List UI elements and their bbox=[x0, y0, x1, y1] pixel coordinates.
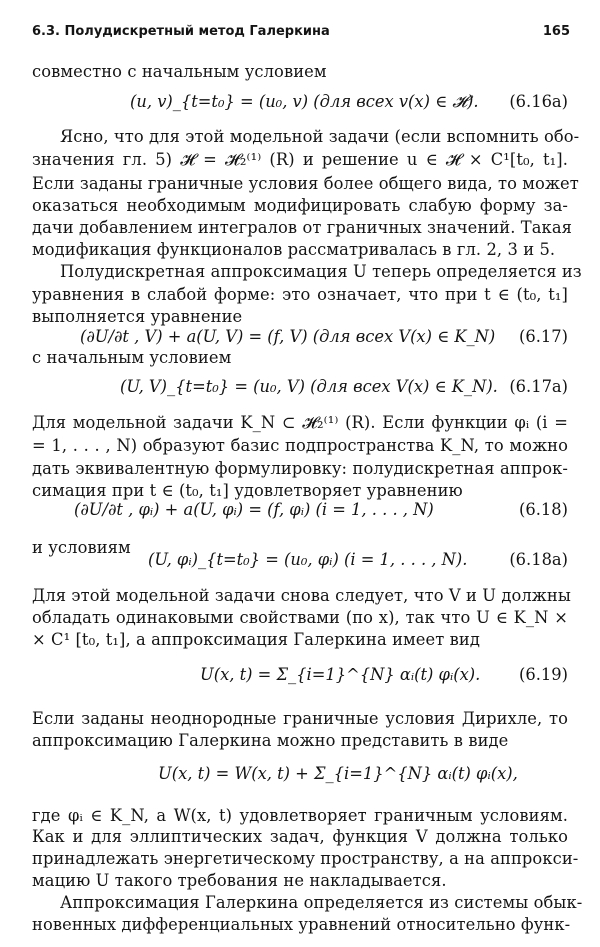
equation-number: (6.17) bbox=[519, 327, 568, 346]
text-line: новенных дифференциальных уравнений относительно функ- bbox=[32, 915, 571, 934]
equation-number: (6.19) bbox=[519, 665, 568, 684]
text-line: где φᵢ ∈ K_N, а W(x, t) удовлетворяет граничным условиям. bbox=[32, 806, 568, 825]
equation-formula: (u, v)_{t=t₀} = (u₀, v) (для всех v(x) ∈ 𝓗). bbox=[130, 92, 479, 111]
text-line: Если заданы неоднородные граничные условия Дирихле, то bbox=[32, 709, 568, 728]
page-number: 165 bbox=[542, 24, 570, 39]
equation-number: (6.17a) bbox=[509, 377, 568, 396]
equation-6-19 bbox=[32, 653, 568, 697]
text-line: с начальным условием bbox=[32, 348, 232, 367]
text-line: дачи добавлением интегралов от граничных значений. Такая bbox=[32, 218, 573, 237]
equation-number: (6.18a) bbox=[509, 550, 568, 569]
text-line: Если заданы граничные условия более общего вида, то может bbox=[32, 174, 579, 193]
text-line: уравнения в слабой форме: это означает, что при t ∈ (t₀, t₁] bbox=[32, 285, 568, 304]
text-line: = 1, . . . , N) образуют базис подпространства K_N, то можно bbox=[32, 436, 568, 455]
text-line: модификация функционалов рассматривалась в гл. 2, 3 и 5. bbox=[32, 240, 556, 259]
equation-number: (6.18) bbox=[519, 500, 568, 519]
text-line: аппроксимацию Галеркина можно представить в виде bbox=[32, 731, 509, 750]
running-header bbox=[32, 24, 570, 46]
text-line: Ясно, что для этой модельной задачи (если вспомнить обо- bbox=[60, 127, 580, 146]
equation-formula: (U, φᵢ)_{t=t₀} = (u₀, φᵢ) (i = 1, . . . , N). bbox=[148, 550, 468, 569]
text-line: выполняется уравнение bbox=[32, 307, 243, 326]
equation-unnumbered bbox=[32, 752, 568, 796]
text-line: обладать одинаковыми свойствами (по x), так что U ∈ K_N × bbox=[32, 608, 568, 627]
section-title: 6.3. Полудискретный метод Галеркина bbox=[32, 24, 330, 39]
text-line: принадлежать энергетическому пространству, а на аппрокси- bbox=[32, 849, 579, 868]
text-line: дать эквивалентную формулировку: полудискретная аппрок- bbox=[32, 459, 568, 478]
text-line: значения гл. 5) 𝓗 = 𝓗₂⁽¹⁾ (R) и решение u ∈ 𝓗 × C¹[t₀, t₁]. bbox=[32, 150, 568, 169]
text-line: Аппроксимация Галеркина определяется из системы обык- bbox=[60, 893, 583, 912]
text-line: Для этой модельной задачи снова следует, что V и U должны bbox=[32, 586, 571, 605]
text-line: симация при t ∈ (t₀, t₁] удовлетворяет уравнению bbox=[32, 481, 463, 500]
text-line: × C¹ [t₀, t₁], а аппроксимация Галеркина имеет вид bbox=[32, 630, 480, 649]
text-line: оказаться необходимым модифицировать слабую форму за- bbox=[32, 196, 568, 215]
text-line: мацию U такого требования не накладывается. bbox=[32, 871, 447, 890]
text-line: и условиям bbox=[32, 538, 131, 557]
equation-6-18 bbox=[32, 488, 568, 532]
equation-number: (6.16a) bbox=[509, 92, 568, 111]
equation-formula: (∂U/∂t , φᵢ) + a(U, φᵢ) = (f, φᵢ) (i = 1, . . . , N) bbox=[74, 500, 434, 519]
text-line: Для модельной задачи K_N ⊂ 𝓗₂⁽¹⁾ (R). Если функции φᵢ (i = bbox=[32, 413, 568, 432]
equation-formula: (∂U/∂t , V) + a(U, V) = (f, V) (для всех V(x) ∈ K_N) bbox=[80, 327, 496, 346]
text-line: совместно с начальным условием bbox=[32, 62, 327, 81]
equation-formula: U(x, t) = Σ_{i=1}^{N} αᵢ(t) φᵢ(x). bbox=[200, 665, 481, 684]
equation-formula: U(x, t) = W(x, t) + Σ_{i=1}^{N} αᵢ(t) φᵢ(x), bbox=[158, 764, 518, 783]
text-line: Полудискретная аппроксимация U теперь определяется из bbox=[60, 262, 582, 281]
text-line: Как и для эллиптических задач, функция V должна только bbox=[32, 827, 568, 846]
equation-formula: (U, V)_{t=t₀} = (u₀, V) (для всех V(x) ∈ K_N). bbox=[120, 377, 498, 396]
